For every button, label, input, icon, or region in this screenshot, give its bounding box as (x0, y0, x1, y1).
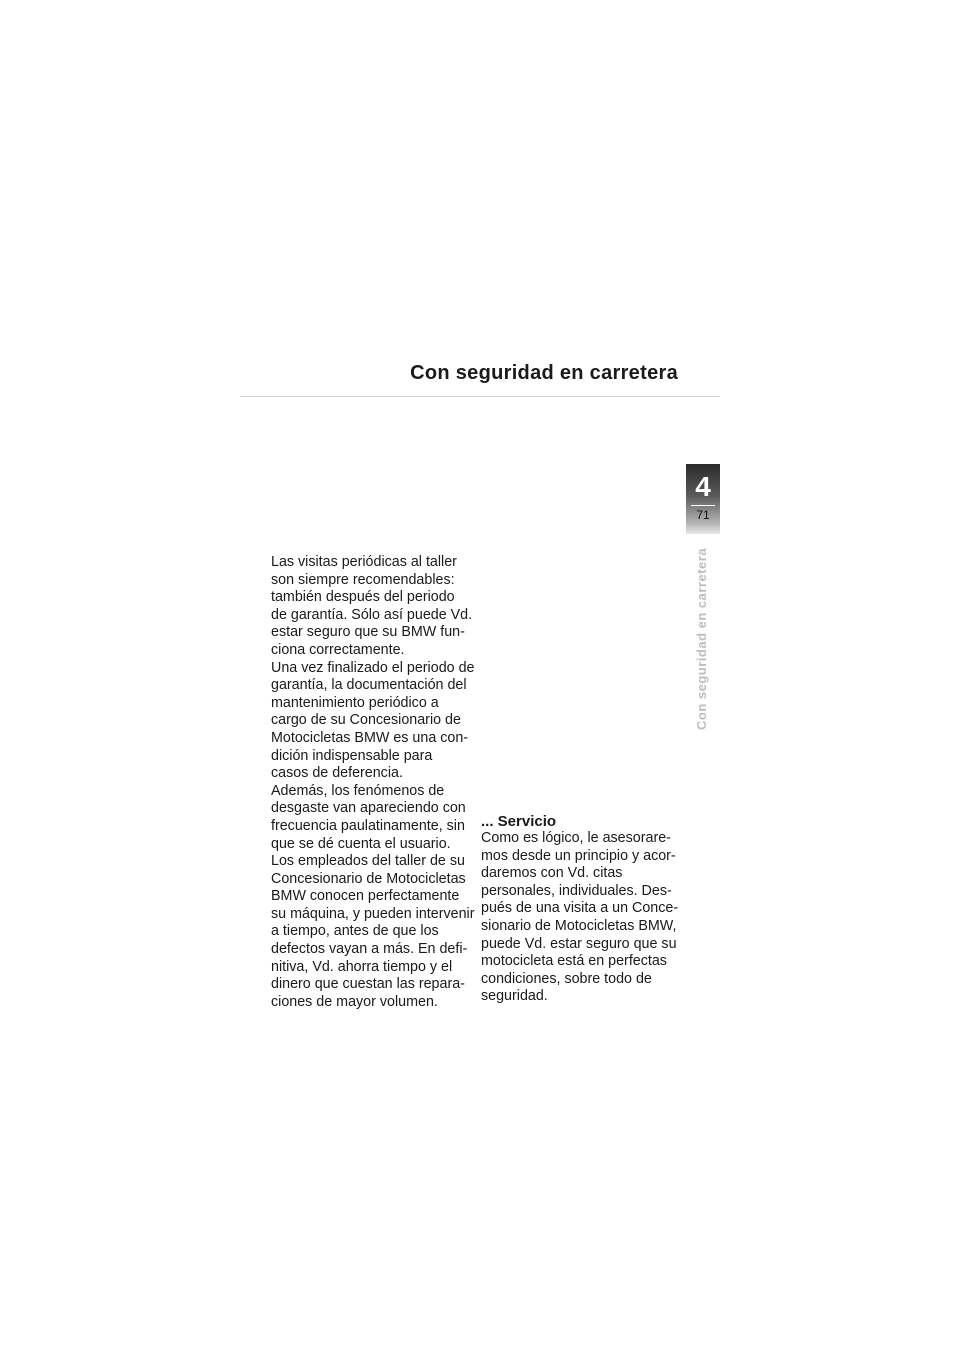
left-column-text: Las visitas periódicas al taller son siempre recomendables: también después del periodo de garantía. Sólo así puede Vd. estar seguro que su BMW fun- ciona correctamente. Una vez finalizado el periodo de garantía, la documentación del mantenimiento periódico a cargo de su Concesionario de Motocicletas BMW es una con- dición indispensable para casos de deferencia. Además, los fenómenos de desgaste van apareciendo con frecuencia paulatinamente, sin que se dé cuenta el usuario. Los empleados del taller de su Concesionario de Motocicletas BMW conocen perfectamente su máquina, y pueden intervenir a tiempo, antes de que los defectos vayan a más. En defi- nitiva, Vd. ahorra tiempo y el dinero que cuestan las repara- ciones de mayor volumen. (271, 554, 475, 1010)
page-title: Con seguridad en carretera (410, 362, 678, 384)
chapter-divider (691, 505, 715, 506)
header-rule (240, 396, 720, 397)
page-number: 71 (696, 508, 710, 522)
chapter-number: 4 (695, 471, 711, 502)
side-chapter-label: Con seguridad en carretera (694, 548, 709, 731)
right-column-text: Como es lógico, le asesorare- mos desde un principio y acor- daremos con Vd. citas personales, individuales. Des- pués de una visita a un Conce- sionario de Motocicletas BMW, puede Vd. estar seguro que su motocicleta está en perfectas condiciones, sobre todo de seguridad. (481, 830, 679, 1005)
chapter-tab (686, 464, 720, 534)
section-heading-servicio: ... Servicio (481, 813, 557, 830)
